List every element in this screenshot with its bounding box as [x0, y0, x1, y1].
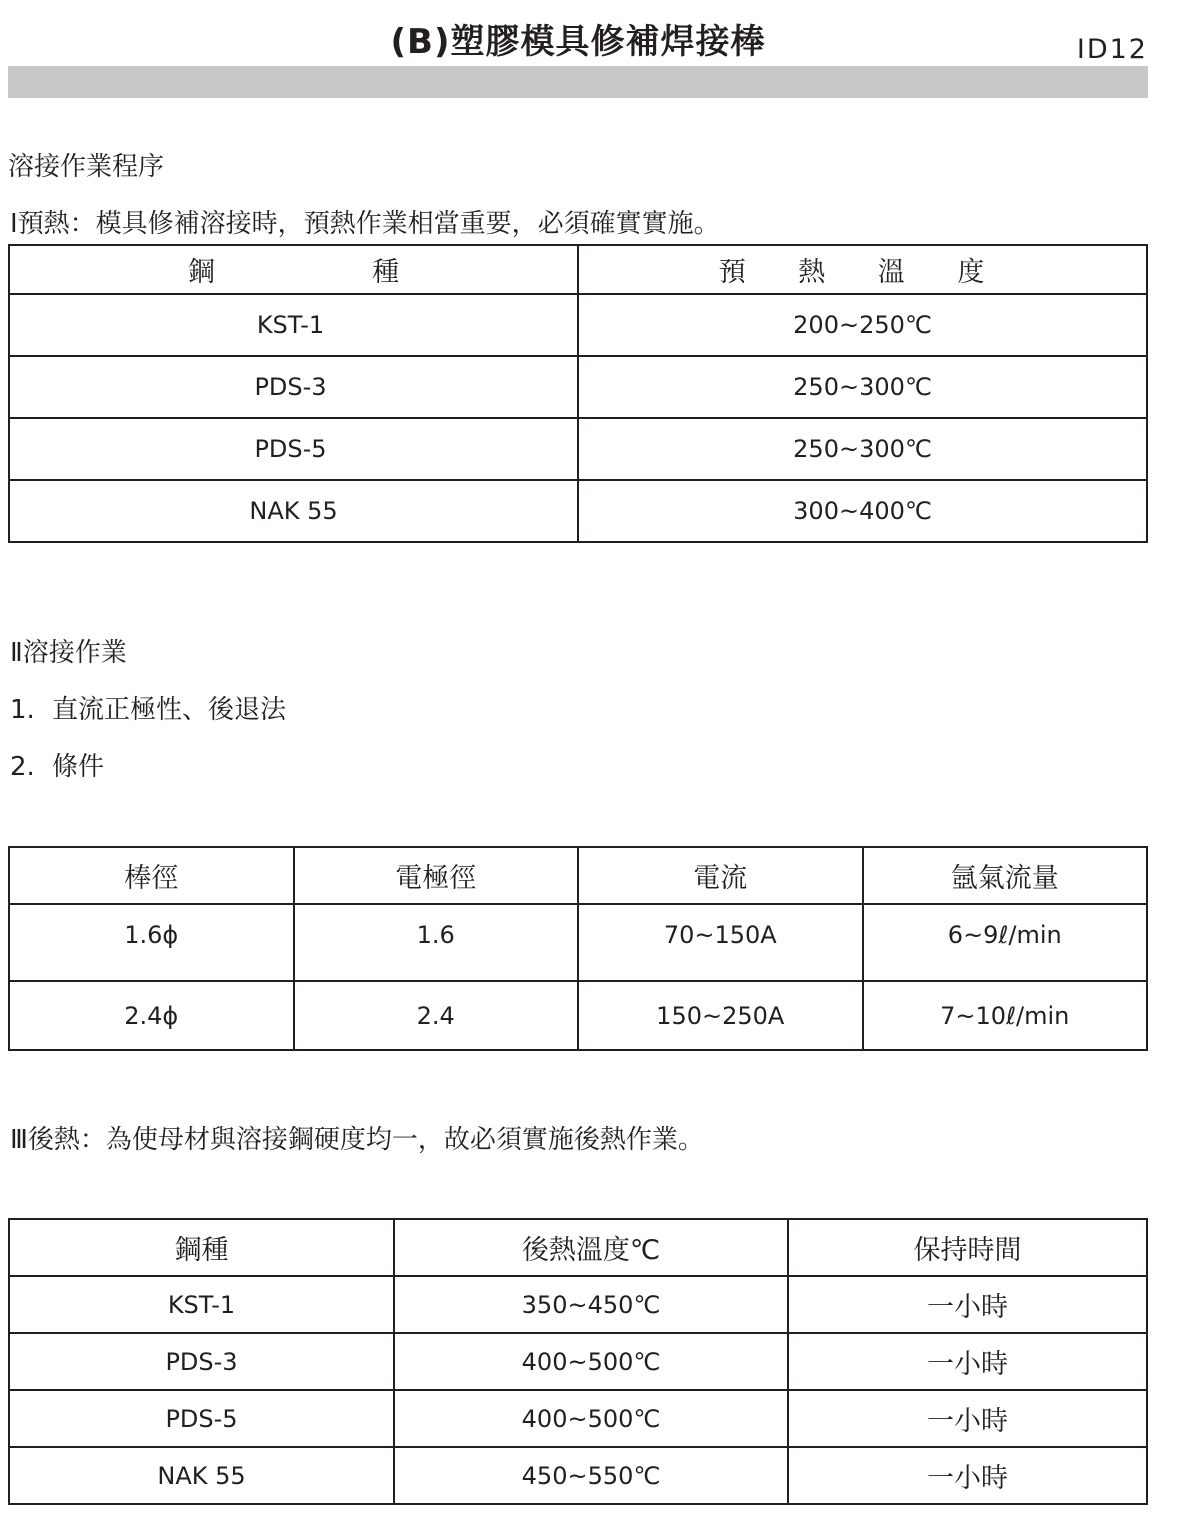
table-cell: 1.6 [294, 904, 579, 981]
welding-section-title: Ⅱ溶接作業 [10, 638, 127, 668]
table-row [9, 356, 1147, 418]
header-cell-holding-time: 保持時間 [788, 1219, 1147, 1276]
table-header-row [9, 847, 1147, 904]
header-bar [8, 66, 1148, 98]
table-cell: PDS-3 [9, 1333, 394, 1390]
table-cell: PDS-5 [9, 418, 578, 480]
table-row [9, 480, 1147, 542]
table-cell: 250~300℃ [578, 418, 1147, 480]
table-row [9, 418, 1147, 480]
table-cell: 70~150A [578, 904, 863, 981]
table-cell: NAK 55 [9, 1447, 394, 1504]
document-code: ID12 [1076, 34, 1148, 65]
postheat-instruction: Ⅲ後熱：為使母材與溶接鋼硬度均一，故必須實施後熱作業。 [10, 1125, 704, 1155]
table-cell: 2.4ϕ [9, 981, 294, 1050]
table-cell: 一小時 [788, 1276, 1147, 1333]
table-cell: 150~250A [578, 981, 863, 1050]
table-row [9, 294, 1147, 356]
table-row [9, 1390, 1147, 1447]
table-cell: 400~500℃ [394, 1333, 788, 1390]
list-item-text: 條件 [52, 752, 105, 782]
table-row [9, 1447, 1147, 1504]
table-cell: 2.4 [294, 981, 579, 1050]
table-cell: 1.6ϕ [9, 904, 294, 981]
welding-conditions-table [8, 846, 1148, 1051]
table-cell: PDS-3 [9, 356, 578, 418]
header-cell-steel-char2: 種 [372, 257, 400, 288]
list-item-text: 直流正極性、後退法 [52, 695, 287, 725]
table-cell: KST-1 [9, 294, 578, 356]
list-item-number: 1. [10, 695, 35, 725]
header-cell-postheat-temp: 後熱溫度℃ [394, 1219, 788, 1276]
header-cell-electrode-diameter: 電極徑 [294, 847, 579, 904]
table-row [9, 1333, 1147, 1390]
page-title: (B)塑膠模具修補焊接棒 [390, 22, 766, 62]
table-cell: 7~10ℓ/min [863, 981, 1148, 1050]
header-cell-steel-type [9, 245, 578, 294]
table-cell: 6~9ℓ/min [863, 904, 1148, 981]
table-header-row [9, 245, 1147, 294]
postheat-table [8, 1218, 1148, 1505]
table-cell: 300~400℃ [578, 480, 1147, 542]
table-header-row [9, 1219, 1147, 1276]
table-cell: 一小時 [788, 1333, 1147, 1390]
table-cell: 350~450℃ [394, 1276, 788, 1333]
table-cell: NAK 55 [9, 480, 578, 542]
preheat-table [8, 244, 1148, 543]
table-cell: 200~250℃ [578, 294, 1147, 356]
table-row [9, 981, 1147, 1050]
list-item [10, 693, 286, 727]
header-cell-steel-char1: 鋼 [187, 257, 215, 288]
list-item-number: 2. [10, 752, 35, 782]
table-row [9, 1276, 1147, 1333]
table-cell: 250~300℃ [578, 356, 1147, 418]
header-cell-steel-type: 鋼種 [9, 1219, 394, 1276]
table-cell: 一小時 [788, 1447, 1147, 1504]
table-cell: 400~500℃ [394, 1390, 788, 1447]
table-cell: KST-1 [9, 1276, 394, 1333]
preheat-instruction: Ⅰ預熱：模具修補溶接時，預熱作業相當重要，必須確實實施。 [10, 209, 720, 239]
table-cell: 一小時 [788, 1390, 1147, 1447]
header-cell-argon-flow: 氬氣流量 [863, 847, 1148, 904]
header-cell-preheat-temp: 預 熱 溫 度 [578, 245, 1147, 294]
header-cell-current: 電流 [578, 847, 863, 904]
table-row [9, 904, 1147, 981]
section-title: 溶接作業程序 [8, 152, 165, 182]
table-cell: PDS-5 [9, 1390, 394, 1447]
list-item [10, 750, 104, 784]
table-cell: 450~550℃ [394, 1447, 788, 1504]
header-cell-rod-diameter: 棒徑 [9, 847, 294, 904]
